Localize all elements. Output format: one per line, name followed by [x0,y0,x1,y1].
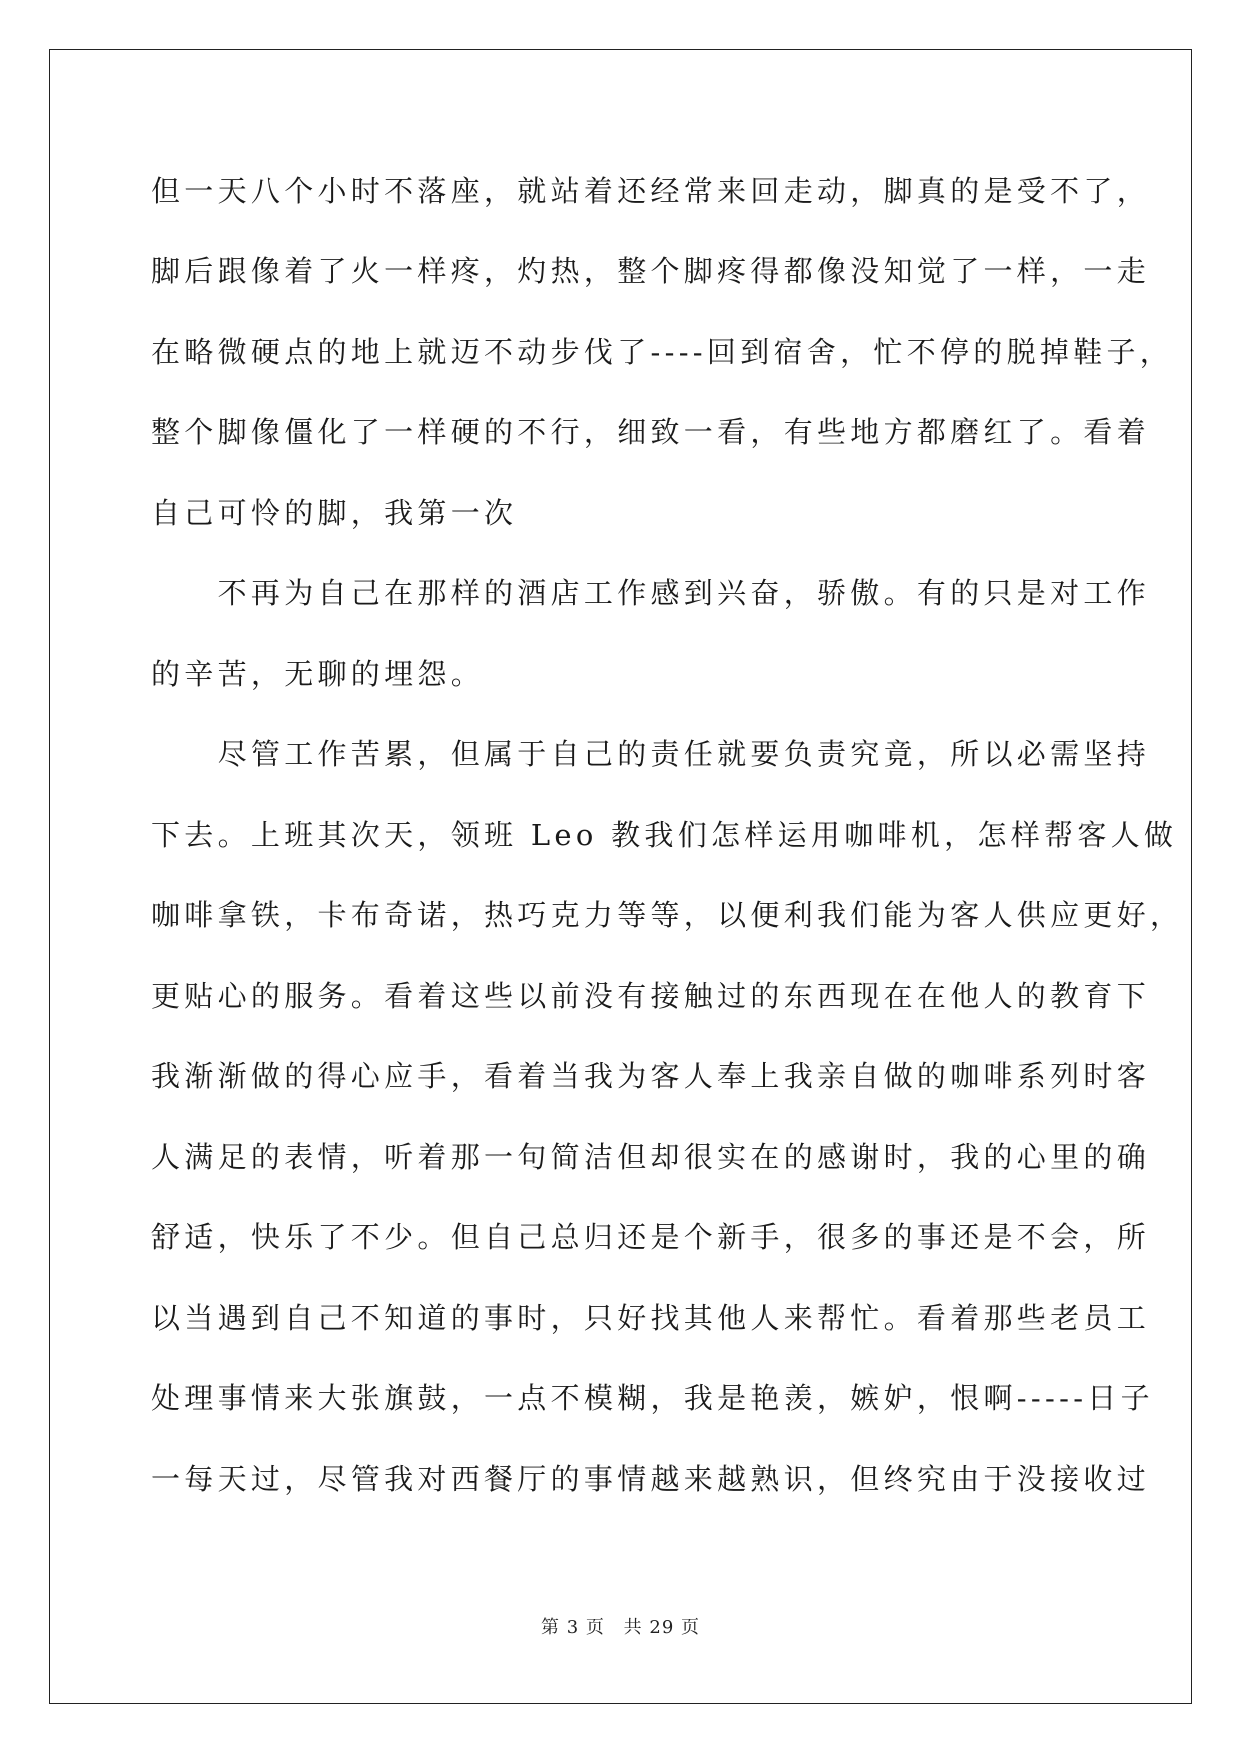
text-line: 处理事情来大张旗鼓，一点不模糊，我是艳羡，嫉妒，恨啊-----日子 [151,1381,1154,1415]
text-line: 下去。上班其次天，领班 Leo 教我们怎样运用咖啡机，怎样帮客人做 [151,818,1178,852]
text-line: 整个脚像僵化了一样硬的不行，细致一看，有些地方都磨红了。看着 [151,415,1151,449]
text-line: 更贴心的服务。看着这些以前没有接触过的东西现在在他人的教育下 [151,979,1151,1013]
text-line: 自己可怜的脚，我第一次 [151,496,518,530]
text-line: 脚后跟像着了火一样疼，灼热，整个脚疼得都像没知觉了一样，一走 [151,254,1151,288]
text-line: 我渐渐做的得心应手，看着当我为客人奉上我亲自做的咖啡系列时客 [151,1059,1151,1093]
page-number: 第 3 页 [541,1617,605,1638]
text-line: 舒适，快乐了不少。但自己总归还是个新手，很多的事还是不会，所 [151,1220,1151,1254]
page-border [49,49,1192,1704]
text-line: 的辛苦，无聊的埋怨。 [151,657,485,691]
page-footer [0,1616,1241,1640]
page-total: 共 29 页 [623,1617,700,1638]
text-line: 在略微硬点的地上就迈不动步伐了----回到宿舍，忙不停的脱掉鞋子， [151,335,1174,369]
text-line: 以当遇到自己不知道的事时，只好找其他人来帮忙。看着那些老员工 [151,1301,1151,1335]
text-line: 尽管工作苦累，但属于自己的责任就要负责究竟，所以必需坚持 [151,737,1151,771]
text-line: 不再为自己在那样的酒店工作感到兴奋，骄傲。有的只是对工作 [151,576,1151,610]
text-line: 一每天过，尽管我对西餐厅的事情越来越熟识，但终究由于没接收过 [151,1462,1151,1496]
text-line: 咖啡拿铁，卡布奇诺，热巧克力等等，以便利我们能为客人供应更好， [151,898,1184,932]
text-line: 但一天八个小时不落座，就站着还经常来回走动，脚真的是受不了， [151,174,1151,208]
text-line: 人满足的表情，听着那一句简洁但却很实在的感谢时，我的心里的确 [151,1140,1151,1174]
